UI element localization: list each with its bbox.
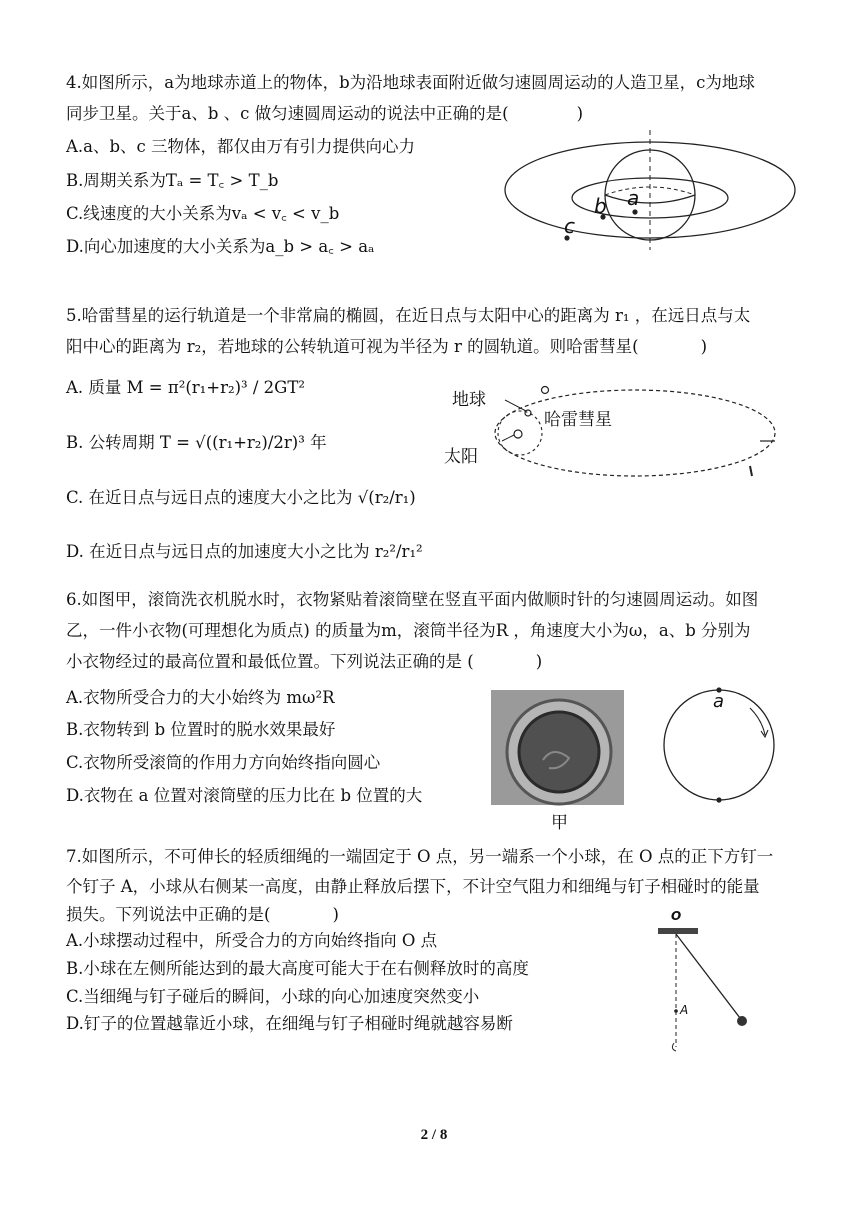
q7-stem-line1: 7.如图所示，不可伸长的轻质细绳的一端固定于 O 点，另一端系一个小球，在 O 点的正下方钉一 <box>66 847 774 866</box>
q7-answer-paren: ) <box>332 905 339 924</box>
q6-washer-photo <box>491 690 624 805</box>
q7-pendulum-figure <box>650 925 760 1055</box>
q4-label-b: b <box>594 194 607 218</box>
q7-stem-text: 损失。下列说法中正确的是( <box>66 905 271 924</box>
q5-stem-line1: 5.哈雷彗星的运行轨道是一个非常扁的椭圆，在近日点与太阳中心的距离为 r₁ ，在远日点与太 <box>66 306 751 325</box>
q5-label-earth: 地球 <box>452 390 486 410</box>
q5-stem-text: 阳中心的距离为 r₂，若地球的公转轨道可视为半径为 r 的圆轨道。则哈雷彗星( <box>66 337 639 356</box>
q6-answer-paren: ) <box>535 652 543 671</box>
q5-option-c: C. 在近日点与远日点的速度大小之比为 √(r₂/r₁) <box>66 488 416 507</box>
q6-option-c: C.衣物所受滚筒的作用力方向始终指向圆心 <box>66 753 381 772</box>
q5-answer-paren: ) <box>700 337 707 356</box>
q7-label-a: A <box>680 1003 689 1017</box>
q5-label-comet: 哈雷彗星 <box>544 410 612 430</box>
q7-stem-line2: 个钉子 A，小球从右侧某一高度，由静止释放后摆下，不计空气阻力和细绳与钉子相碰时的能量 <box>66 877 760 896</box>
q5-option-d: D. 在近日点与远日点的加速度大小之比为 r₂²/r₁² <box>66 542 423 561</box>
q4-stem-line1: 4.如图所示，a为地球赤道上的物体，b为沿地球表面附近做匀速圆周运动的人造卫星，c为地球 <box>66 73 755 92</box>
q4-answer-paren: ) <box>576 104 584 123</box>
q7-option-b: B.小球在左侧所能达到的最大高度可能大于在右侧释放时的高度 <box>66 959 529 978</box>
q4-label-c: c <box>564 214 575 238</box>
page-number: 2 / 8 <box>420 1127 448 1143</box>
q4-option-b: B.周期关系为Tₐ = T꜀ > T_b <box>66 171 279 190</box>
q6-label-a: a <box>713 691 725 712</box>
q5-comet-orbit-figure <box>490 378 790 488</box>
q5-option-b: B. 公转周期 T = √((r₁+r₂)/2r)³ 年 <box>66 433 327 452</box>
q7-option-a: A.小球摆动过程中，所受合力的方向始终指向 O 点 <box>66 931 438 950</box>
q6-stem-line2: 乙，一件小衣物(可理想化为质点) 的质量为m，滚筒半径为R ，角速度大小为ω，a、b 分别为 <box>66 621 751 640</box>
q6-option-b: B.衣物转到 b 位置时的脱水效果最好 <box>66 720 336 739</box>
q6-option-d: D.衣物在 a 位置对滚筒壁的压力比在 b 位置的大 <box>66 786 423 805</box>
q7-label-o: O <box>671 909 682 923</box>
q7-option-c: C.当细绳与钉子碰后的瞬间，小球的向心加速度突然变小 <box>66 987 480 1006</box>
q4-label-a: a <box>627 186 640 210</box>
q4-option-a: A.a、b、c 三物体，都仅由万有引力提供向心力 <box>66 137 416 156</box>
q5-stem-line2 <box>66 336 707 358</box>
q5-label-sun: 太阳 <box>444 447 478 467</box>
q6-stem-text: 小衣物经过的最高位置和最低位置。下列说法正确的是 ( <box>66 652 474 671</box>
q4-option-d: D.向心加速度的大小关系为a_b > a꜀ > aₐ <box>66 237 375 256</box>
q4-stem-line2 <box>66 103 583 125</box>
q6-option-a: A.衣物所受合力的大小始终为 mω²R <box>66 688 335 707</box>
q6-stem-line1: 6.如图甲，滚筒洗衣机脱水时，衣物紧贴着滚筒壁在竖直平面内做顺时针的匀速圆周运动。如图 <box>66 590 759 609</box>
q4-option-c: C.线速度的大小关系为vₐ < v꜀ < v_b <box>66 204 340 223</box>
q6-fig-caption: 甲 <box>551 813 568 833</box>
q4-stem-text: 同步卫星。关于a、b 、c 做匀速圆周运动的说法中正确的是( <box>66 104 509 123</box>
q5-option-a: A. 质量 M = π²(r₁+r₂)³ / 2GT² <box>66 378 305 397</box>
q7-option-d: D.钉子的位置越靠近小球，在细绳与钉子相碰时绳就越容易断 <box>66 1014 513 1033</box>
q7-stem-line3 <box>66 904 339 926</box>
q6-stem-line3 <box>66 651 542 673</box>
q4-orbit-figure <box>500 125 800 255</box>
